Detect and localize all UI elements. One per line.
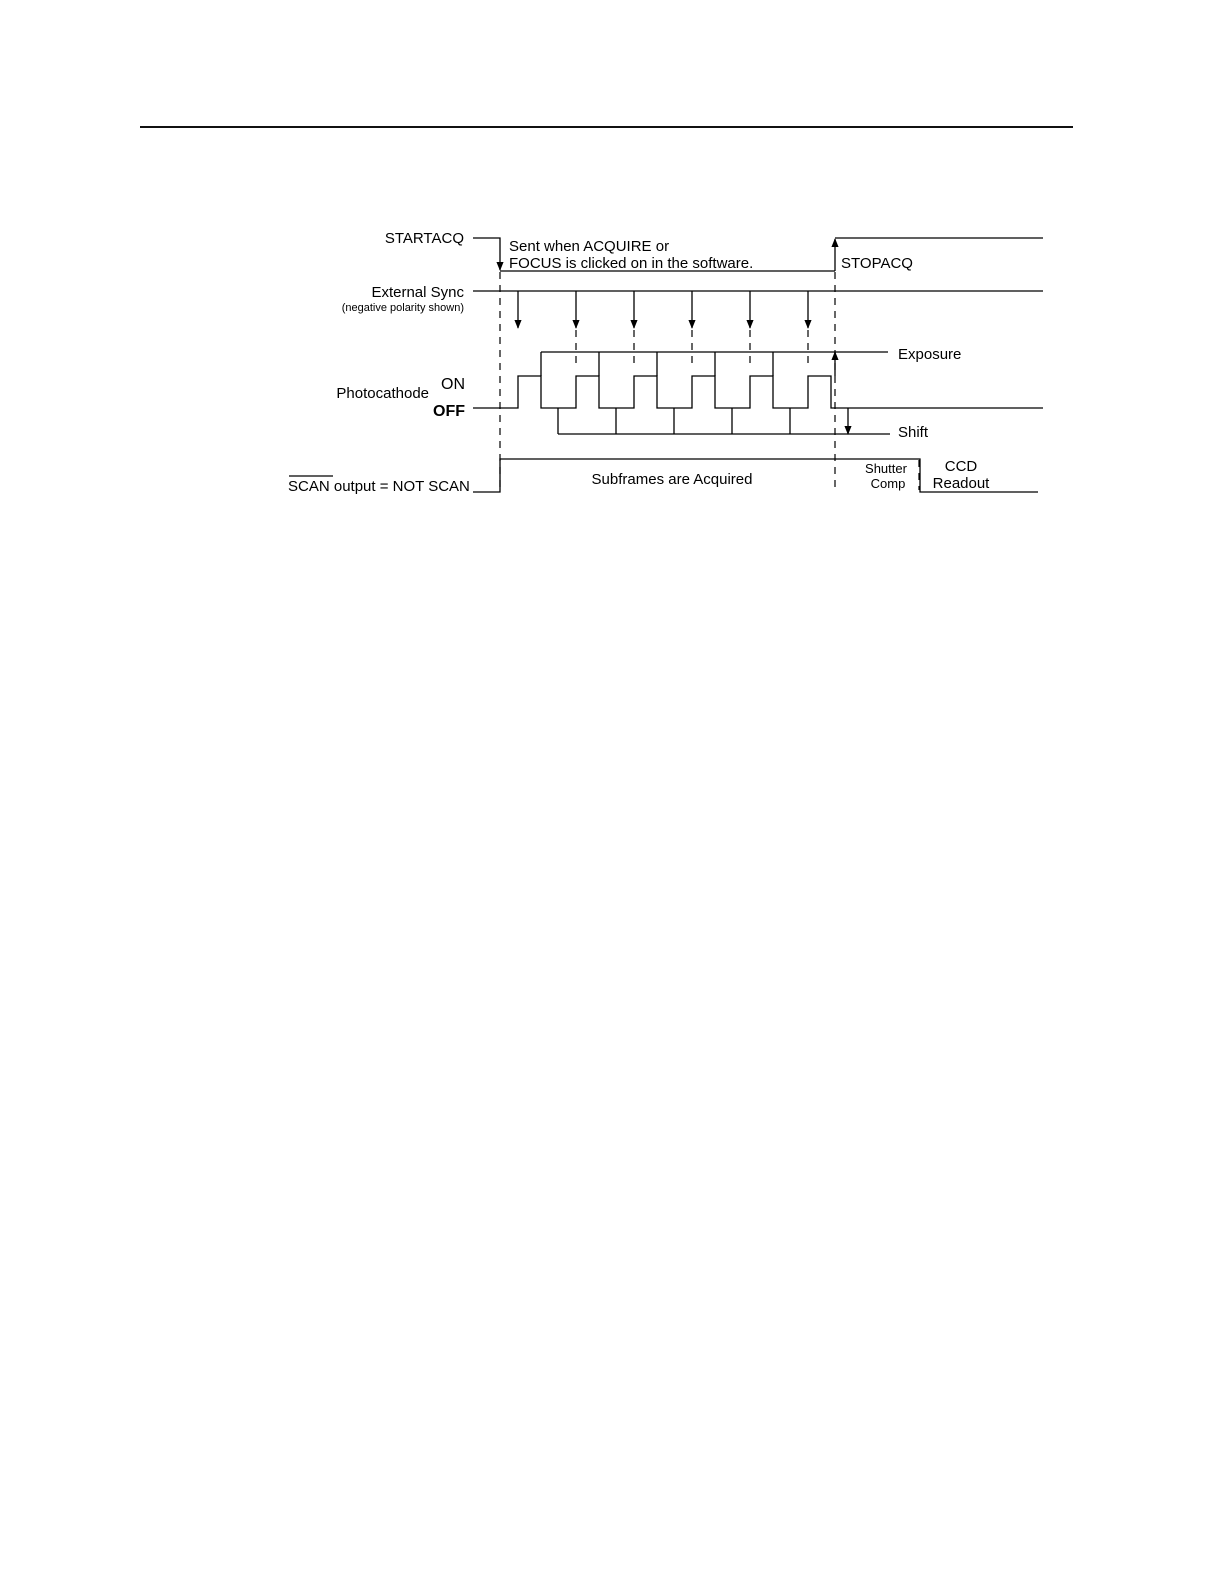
subframes-label: Subframes are Acquired — [591, 471, 753, 488]
external-sync-note: (negative polarity shown) — [341, 302, 464, 314]
stopacq-label: STOPACQ — [841, 255, 913, 272]
sync-pulse-arrows — [518, 291, 808, 328]
sent-note-line2: FOCUS is clicked on in the software. — [509, 255, 754, 272]
photocathode-waveform — [473, 376, 1043, 408]
shift-label: Shift — [898, 424, 929, 441]
photocathode-off-label: OFF — [433, 403, 465, 420]
readout-label: Readout — [932, 475, 990, 492]
scan-output-label — [288, 478, 470, 495]
sent-note-line1: Sent when ACQUIRE or — [509, 238, 670, 255]
scan-overlined-text: SCAN — [288, 478, 330, 495]
photocathode-on-label: ON — [441, 376, 465, 393]
shift-bus — [558, 408, 890, 434]
ccd-label: CCD — [944, 458, 978, 475]
shutter-label: Shutter — [865, 461, 907, 476]
scan-output-rest: output = NOT SCAN — [329, 478, 470, 495]
exposure-label: Exposure — [898, 346, 962, 363]
comp-label: Comp — [870, 476, 906, 491]
external-sync-label: External Sync — [371, 284, 464, 301]
exposure-bus — [541, 352, 888, 376]
photocathode-label: Photocathode — [336, 385, 429, 402]
startacq-waveform — [473, 238, 500, 270]
startacq-label: STARTACQ — [384, 230, 464, 247]
